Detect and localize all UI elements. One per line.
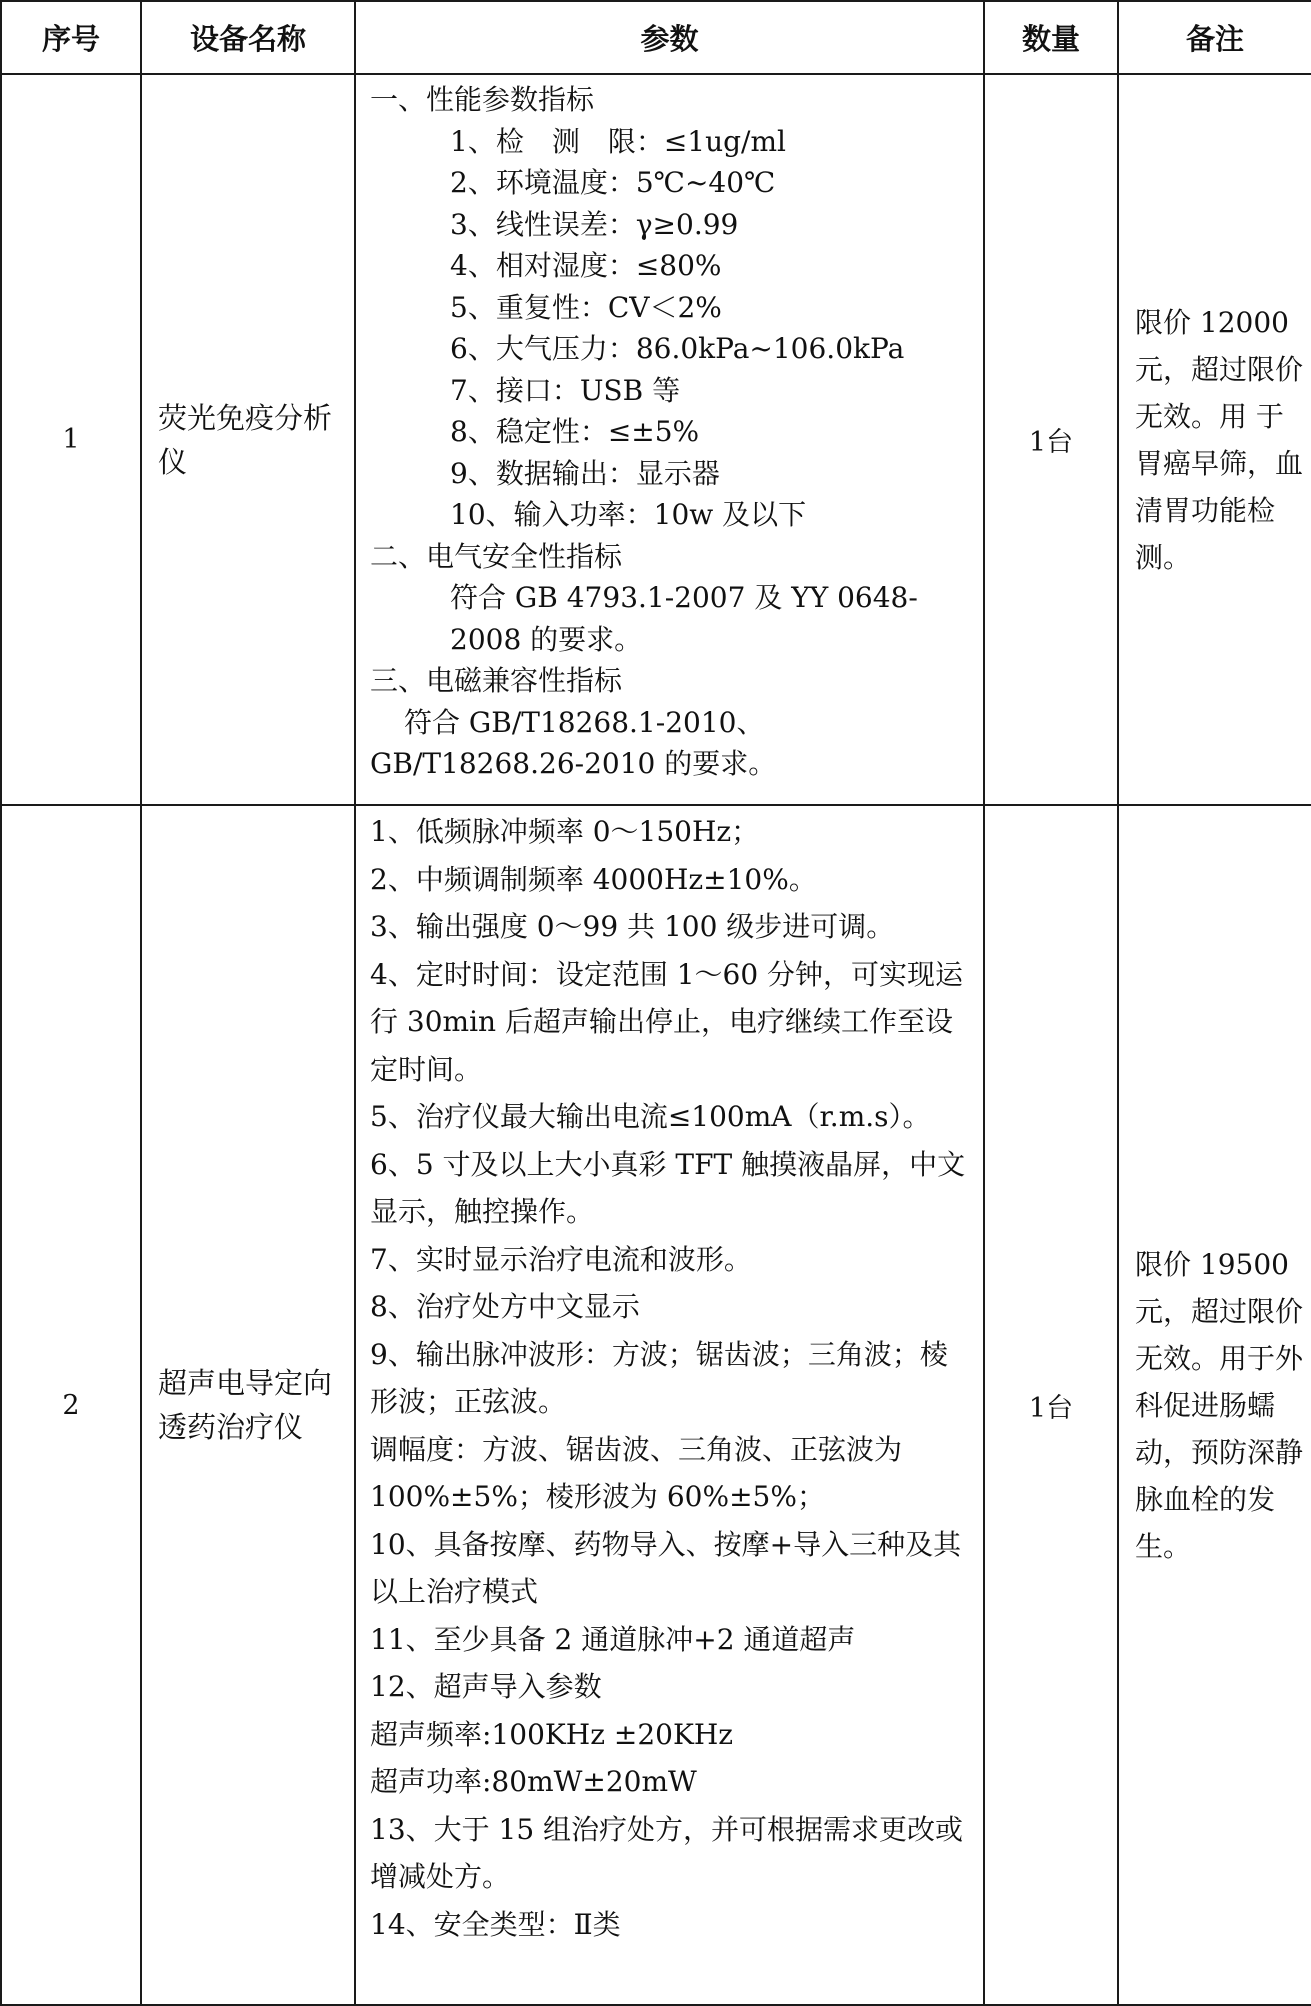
param-line: 9、数据输出：显示器 xyxy=(450,456,720,490)
param-line: 11、至少具备 2 通道脉冲+2 通道超声 xyxy=(370,1622,856,1656)
param-line: 符合 GB/T18268.1-2010、 xyxy=(404,705,765,739)
param-line: 超声功率:80mW±20mW xyxy=(370,1765,697,1798)
param-line: 9、输出脉冲波形：方波；锯齿波；三角波；棱形波；正弦波。 xyxy=(370,1337,948,1418)
row-seq: 2 xyxy=(1,805,141,2005)
table-row xyxy=(1,805,1311,2005)
row-device-name: 超声电导定向透药治疗仪 xyxy=(141,805,355,2005)
header-seq: 序号 xyxy=(1,1,141,74)
param-line: 符合 GB 4793.1-2007 及 YY 0648-2008 的要求。 xyxy=(450,581,918,656)
row-quantity: 1台 xyxy=(984,74,1118,805)
param-line: 超声频率:100KHz ±20KHz xyxy=(370,1717,734,1751)
param-line: 1、检 测 限：≤1ug/ml xyxy=(450,124,786,158)
param-line: 7、实时显示治疗电流和波形。 xyxy=(370,1242,752,1276)
param-line: 10、具备按摩、药物导入、按摩+导入三种及其以上治疗模式 xyxy=(370,1527,962,1608)
param-line: 4、定时时间：设定范围 1～60 分钟，可实现运行 30min 后超声输出停止，电疗继续工作至设定时间。 xyxy=(370,957,964,1086)
param-line: 8、稳定性：≤±5% xyxy=(450,415,700,448)
param-line: 8、治疗处方中文显示 xyxy=(370,1290,640,1323)
param-line: GB/T18268.26-2010 的要求。 xyxy=(370,747,777,780)
param-line: 3、线性误差：γ≥0.99 xyxy=(450,207,739,241)
param-line: 3、输出强度 0～99 共 100 级步进可调。 xyxy=(370,910,895,943)
param-line: 10、输入功率：10w 及以下 xyxy=(450,498,807,531)
row-note: 限价 19500 元，超过限价无效。用于外科促进肠蠕动，预防深静脉血栓的发生。 xyxy=(1118,805,1311,2005)
param-line: 12、超声导入参数 xyxy=(370,1670,602,1703)
row-device-name: 荧光免疫分析仪 xyxy=(141,74,355,805)
header-qty: 数量 xyxy=(984,1,1118,74)
param-line: 1、低频脉冲频率 0～150Hz； xyxy=(370,815,760,848)
row-quantity: 1台 xyxy=(984,805,1118,2005)
param-line: 2、环境温度：5℃~40℃ xyxy=(450,166,776,199)
param-line: 5、治疗仪最大输出电流≤100mA（r.m.s）。 xyxy=(370,1100,931,1133)
header-note: 备注 xyxy=(1118,1,1311,74)
param-line: 6、大气压力：86.0kPa~106.0kPa xyxy=(450,332,905,365)
param-line: 调幅度：方波、锯齿波、三角波、正弦波为 100%±5%；棱形波为 60%±5%； xyxy=(370,1432,903,1513)
param-line: 一、性能参数指标 xyxy=(370,83,595,116)
row-params xyxy=(355,805,984,2005)
param-line: 5、重复性：CV＜2% xyxy=(450,290,722,324)
header-name: 设备名称 xyxy=(141,1,355,74)
param-line: 4、相对湿度：≤80% xyxy=(450,249,722,282)
header-params: 参数 xyxy=(355,1,984,74)
header-row xyxy=(1,1,1311,74)
param-line: 13、大于 15 组治疗处方，并可根据需求更改或增减处方。 xyxy=(370,1812,964,1893)
param-line: 7、接口：USB 等 xyxy=(450,373,681,407)
param-line: 6、5 寸及以上大小真彩 TFT 触摸液晶屏，中文显示，触控操作。 xyxy=(370,1147,966,1228)
param-line: 三、电磁兼容性指标 xyxy=(370,664,623,697)
table-row xyxy=(1,74,1311,805)
param-line: 14、安全类型：Ⅱ类 xyxy=(370,1907,621,1941)
param-line: 2、中频调制频率 4000Hz±10%。 xyxy=(370,862,817,896)
row-params xyxy=(355,74,984,805)
row-seq: 1 xyxy=(1,74,141,805)
param-line: 二、电气安全性指标 xyxy=(370,539,623,573)
row-note: 限价 12000 元，超过限价无效。用 于胃癌早筛，血清胃功能检测。 xyxy=(1118,74,1311,805)
